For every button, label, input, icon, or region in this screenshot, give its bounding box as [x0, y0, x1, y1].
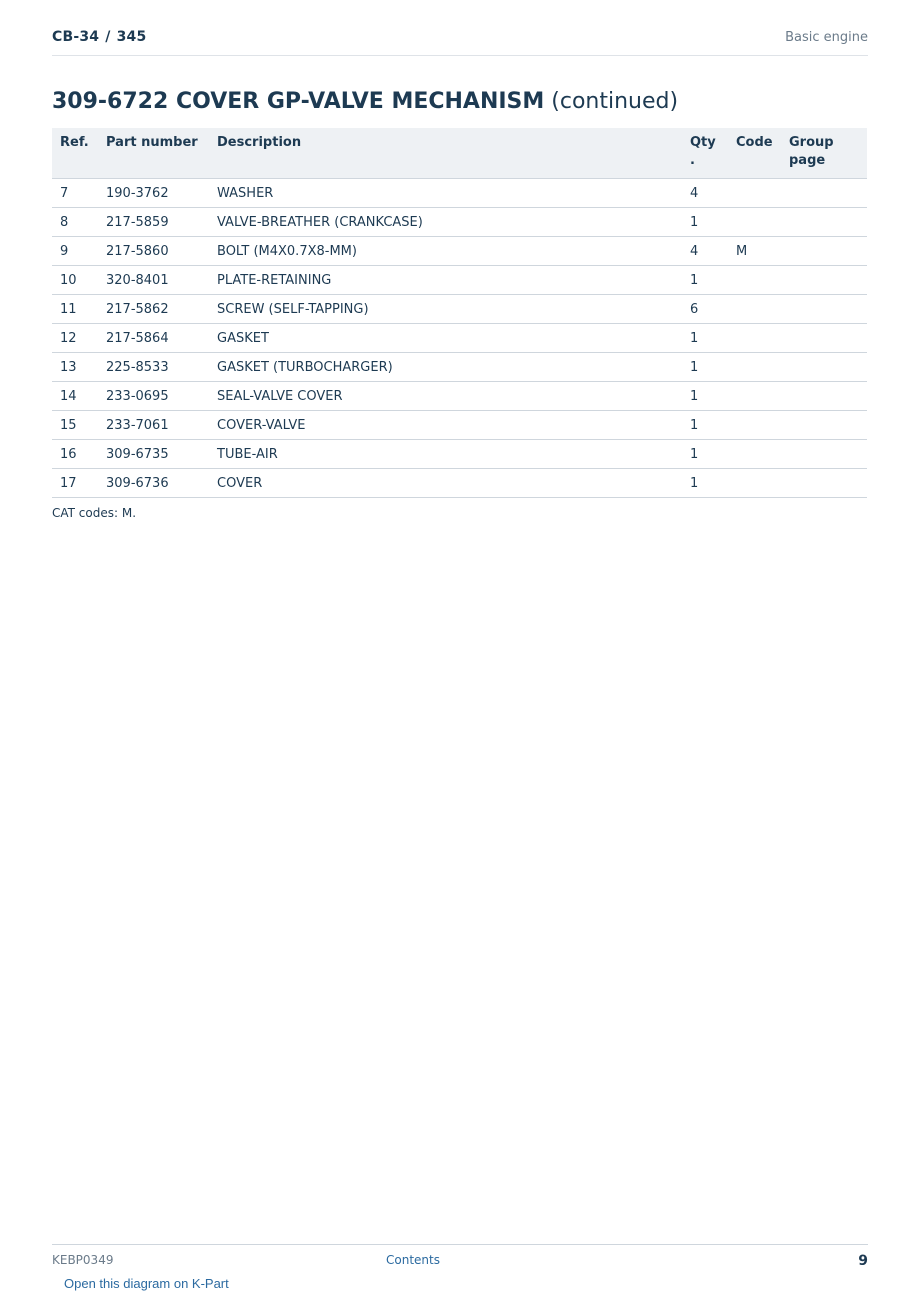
table-row: [52, 295, 867, 324]
table-row: [52, 179, 867, 208]
cell-part-number: 217-5859: [98, 208, 209, 237]
cell-part-number: 233-7061: [98, 411, 209, 440]
cell-group-page: [781, 237, 867, 266]
cell-description: SCREW (SELF-TAPPING): [209, 295, 682, 324]
cell-description: COVER: [209, 469, 682, 498]
cell-part-number: 309-6736: [98, 469, 209, 498]
document-id: KEBP0349: [52, 1253, 114, 1267]
cell-qty: 6: [682, 295, 728, 324]
page-counter: [52, 29, 146, 45]
cell-code: [728, 266, 781, 295]
cell-group-page: [781, 469, 867, 498]
cell-group-page: [781, 411, 867, 440]
header-code: Code: [728, 128, 781, 179]
cell-code: [728, 179, 781, 208]
cell-qty: 1: [682, 411, 728, 440]
header-ref: Ref.: [52, 128, 98, 179]
cell-ref: 9: [52, 237, 98, 266]
cell-code: [728, 208, 781, 237]
page-separator: /: [105, 29, 111, 45]
cell-code: [728, 324, 781, 353]
table-row: [52, 353, 867, 382]
cell-group-page: [781, 440, 867, 469]
cell-part-number: 217-5864: [98, 324, 209, 353]
cell-code: [728, 411, 781, 440]
header-description: Description: [209, 128, 682, 179]
cell-part-number: 217-5862: [98, 295, 209, 324]
cell-ref: 13: [52, 353, 98, 382]
cell-part-number: 190-3762: [98, 179, 209, 208]
cell-part-number: 217-5860: [98, 237, 209, 266]
cell-description: GASKET (TURBOCHARGER): [209, 353, 682, 382]
cell-part-number: 233-0695: [98, 382, 209, 411]
cell-group-page: [781, 382, 867, 411]
cell-ref: 17: [52, 469, 98, 498]
cell-ref: 12: [52, 324, 98, 353]
table-row: [52, 440, 867, 469]
cell-ref: 15: [52, 411, 98, 440]
cell-code: [728, 353, 781, 382]
assembly-title: 309-6722 COVER GP-VALVE MECHANISM: [52, 89, 545, 114]
table-row: [52, 411, 867, 440]
cell-ref: 11: [52, 295, 98, 324]
cell-description: BOLT (M4X0.7X8-MM): [209, 237, 682, 266]
cat-codes-note: CAT codes: M.: [52, 506, 137, 520]
page-title: [52, 89, 678, 114]
cell-code: [728, 295, 781, 324]
header-qty: [682, 128, 728, 179]
total-pages: 345: [116, 29, 147, 45]
header-part-number: Part number: [98, 128, 209, 179]
cell-description: PLATE-RETAINING: [209, 266, 682, 295]
table-row: [52, 237, 867, 266]
cell-group-page: [781, 208, 867, 237]
parts-table: [52, 128, 867, 498]
section-code: CB-34: [52, 29, 100, 45]
table-row: [52, 208, 867, 237]
header-group-page: Group page: [781, 128, 867, 179]
cell-qty: 4: [682, 237, 728, 266]
cell-ref: 8: [52, 208, 98, 237]
cell-qty: 1: [682, 440, 728, 469]
page-header: [52, 28, 868, 56]
cell-qty: 1: [682, 469, 728, 498]
cell-description: GASKET: [209, 324, 682, 353]
cell-description: SEAL-VALVE COVER: [209, 382, 682, 411]
cell-code: M: [728, 237, 781, 266]
open-kpart-link[interactable]: Open this diagram on K-Part: [64, 1276, 229, 1291]
contents-link[interactable]: Contents: [386, 1253, 440, 1267]
cell-description: WASHER: [209, 179, 682, 208]
cell-group-page: [781, 324, 867, 353]
cell-qty: 1: [682, 324, 728, 353]
table-row: [52, 266, 867, 295]
page-footer: [52, 1244, 868, 1275]
cell-group-page: [781, 266, 867, 295]
table-row: [52, 324, 867, 353]
cell-ref: 14: [52, 382, 98, 411]
cell-ref: 16: [52, 440, 98, 469]
cell-group-page: [781, 179, 867, 208]
header-qty-line1: Qty: [690, 135, 716, 150]
cell-code: [728, 469, 781, 498]
parts-table-body: [52, 179, 867, 498]
cell-group-page: [781, 353, 867, 382]
table-row: [52, 469, 867, 498]
cell-ref: 7: [52, 179, 98, 208]
cell-qty: 1: [682, 382, 728, 411]
cell-qty: 1: [682, 208, 728, 237]
cell-part-number: 320-8401: [98, 266, 209, 295]
cell-qty: 1: [682, 353, 728, 382]
cell-code: [728, 440, 781, 469]
page-number: 9: [858, 1253, 868, 1269]
cell-description: COVER-VALVE: [209, 411, 682, 440]
cell-ref: 10: [52, 266, 98, 295]
table-header-row: [52, 128, 867, 179]
cell-qty: 4: [682, 179, 728, 208]
cell-part-number: 309-6735: [98, 440, 209, 469]
cell-code: [728, 382, 781, 411]
cell-part-number: 225-8533: [98, 353, 209, 382]
table-row: [52, 382, 867, 411]
cell-qty: 1: [682, 266, 728, 295]
cell-group-page: [781, 295, 867, 324]
header-qty-line2: .: [690, 153, 695, 168]
continued-label: (continued): [551, 89, 679, 114]
cell-description: TUBE-AIR: [209, 440, 682, 469]
cell-description: VALVE-BREATHER (CRANKCASE): [209, 208, 682, 237]
category-label: Basic engine: [785, 30, 868, 45]
